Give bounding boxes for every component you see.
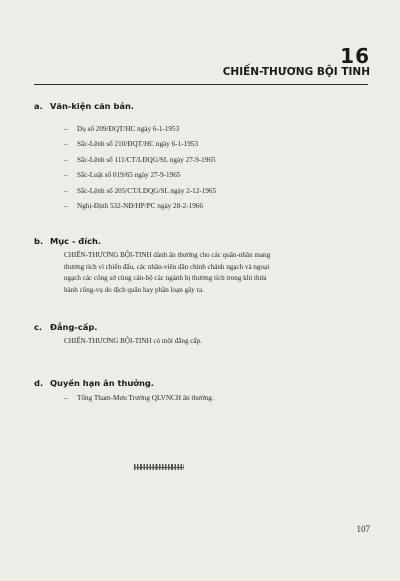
paragraph-line: CHIẾN-THƯƠNG BỘI-TINH dành ân thưởng cho các quân-nhân mang [64, 251, 271, 259]
section-c-heading [34, 322, 97, 332]
list-item: – Tổng Tham-Mưu Trưởng QLVNCH ân thưởng. [64, 394, 214, 402]
section-c-title: Đẳng-cấp. [50, 322, 98, 332]
list-item: – Sắc-Luật số 019/65 ngày 27-9-1965 [64, 171, 181, 180]
section-a-title: Văn-kiện căn bản. [50, 101, 135, 111]
section-b-letter: b. [34, 236, 44, 246]
header-rule [34, 84, 368, 85]
legal-documents-list [64, 122, 216, 214]
list-item: – Dụ số 209/ĐQT/HC ngày 6-1-1953 [64, 125, 180, 133]
list-item: – Sắc-Lệnh số 210/ĐQT/HC ngày 6-1-1953 [64, 140, 198, 149]
list-item: – Sắc-Lệnh số 111/CT/LĐQG/SL ngày 27-9-1965 [64, 155, 216, 164]
paragraph-line: CHIẾN-THƯƠNG BỘI-TINH có một đẳng cấp. [64, 337, 202, 345]
list-item-text: Sắc-Lệnh số 205/CT/LĐQG/SL ngày 2-12-1965 [77, 186, 217, 195]
section-d-letter: d. [34, 378, 44, 388]
section-a-letter: a. [34, 101, 43, 111]
list-item: – Sắc-Lệnh số 205/CT/LĐQG/SL ngày 2-12-1965 [64, 186, 217, 195]
list-item-text: Sắc-Lệnh số 111/CT/LĐQG/SL ngày 27-9-1965 [77, 155, 216, 164]
list-item-text: Tổng Tham-Mưu Trưởng QLVNCH ân thưởng. [77, 394, 214, 402]
authority-list [64, 391, 214, 406]
chapter-title: CHIẾN-THƯƠNG BỘI TINH [222, 66, 370, 78]
chapter-number: 16 [340, 44, 370, 68]
list-item-text: Sắc-Lệnh số 210/ĐQT/HC ngày 6-1-1953 [77, 140, 198, 149]
list-item-text: Dụ số 209/ĐQT/HC ngày 6-1-1953 [77, 125, 180, 133]
section-d-title: Quyền hạn ân thưởng. [50, 378, 154, 388]
paragraph-line: thương tích vì chiến đấu, các nhân-viên dân chính chánh ngạch và ngoại [64, 262, 270, 271]
section-b-title: Mục - đích. [50, 236, 102, 246]
list-item-text: Sắc-Luật số 019/65 ngày 27-9-1965 [77, 171, 181, 180]
purpose-paragraph [64, 250, 372, 296]
section-b-heading [34, 236, 101, 246]
page-number: 107 [356, 524, 370, 534]
list-item: – Nghị-Định 532-NĐ/HP/PC ngày 28-2-1966 [64, 201, 203, 210]
class-paragraph [64, 336, 372, 348]
list-item-text: Nghị-Định 532-NĐ/HP/PC ngày 28-2-1966 [77, 201, 203, 210]
section-d-heading [34, 378, 154, 388]
section-c-letter: c. [34, 322, 43, 332]
paragraph-line: hành công-vụ do địch quân hay phần loạn gây ra. [64, 285, 204, 294]
paragraph-line: ngạch các công sở cùng cán-bộ các ngành bị thương tích trong khi thừa [64, 274, 267, 283]
ornament-divider [134, 464, 184, 470]
section-a-heading [34, 101, 134, 111]
